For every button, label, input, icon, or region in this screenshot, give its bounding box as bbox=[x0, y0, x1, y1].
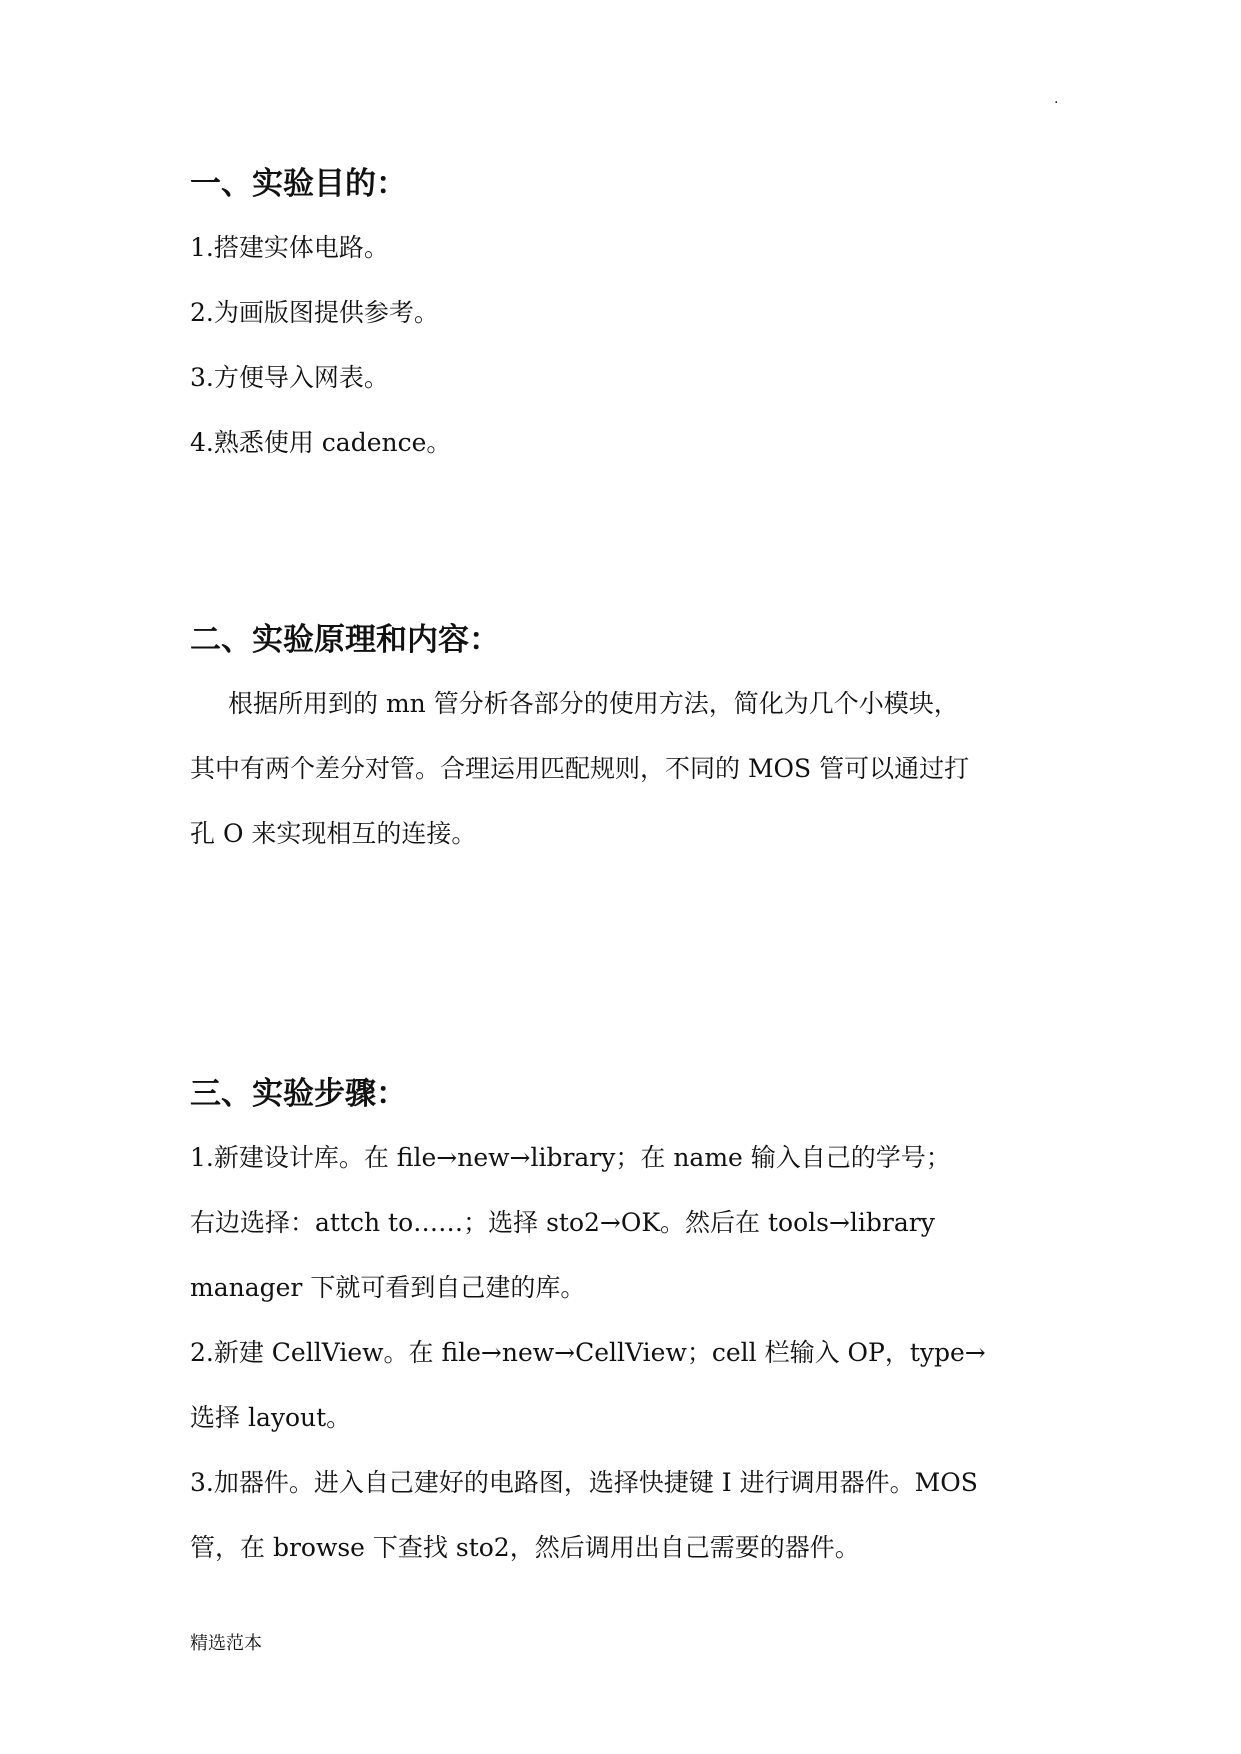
section2-line-1: 根据所用到的 mn 管分析各部分的使用方法，简化为几个小模块， bbox=[228, 689, 959, 718]
section1-heading: 一、实验目的： bbox=[190, 166, 407, 202]
section3-line-4: 2.新建 CellView。在 file→new→CellView；cell 栏输入 OP，type→ bbox=[190, 1338, 986, 1367]
section2-line-2: 其中有两个差分对管。合理运用匹配规则，不同的 MOS 管可以通过打 bbox=[190, 754, 970, 783]
section3-line-3: manager 下就可看到自己建的库。 bbox=[190, 1273, 586, 1302]
section3-line-6: 3.加器件。进入自己建好的电路图，选择快捷键 I 进行调用器件。MOS bbox=[190, 1468, 978, 1497]
page-footer: 精选范本 bbox=[190, 1633, 262, 1654]
section3-heading: 三、实验步骤： bbox=[190, 1076, 407, 1112]
section3-line-7: 管，在 browse 下查找 sto2，然后调用出自己需要的器件。 bbox=[190, 1533, 860, 1562]
section1-item-2: 2.为画版图提供参考。 bbox=[190, 298, 439, 327]
section3-line-2: 右边选择：attch to……；选择 sto2→OK。然后在 tools→library bbox=[190, 1208, 935, 1237]
section3-line-5: 选择 layout。 bbox=[190, 1403, 352, 1432]
section1-item-1: 1.搭建实体电路。 bbox=[190, 233, 389, 262]
section1-item-4: 4.熟悉使用 cadence。 bbox=[190, 428, 452, 457]
section2-line-3: 孔 O 来实现相互的连接。 bbox=[190, 819, 477, 848]
section2-heading: 二、实验原理和内容： bbox=[190, 622, 500, 658]
section3-line-1: 1.新建设计库。在 file→new→library；在 name 输入自己的学号； bbox=[190, 1143, 951, 1172]
section1-item-3: 3.方便导入网表。 bbox=[190, 363, 389, 392]
corner-mark: . bbox=[1054, 91, 1059, 107]
